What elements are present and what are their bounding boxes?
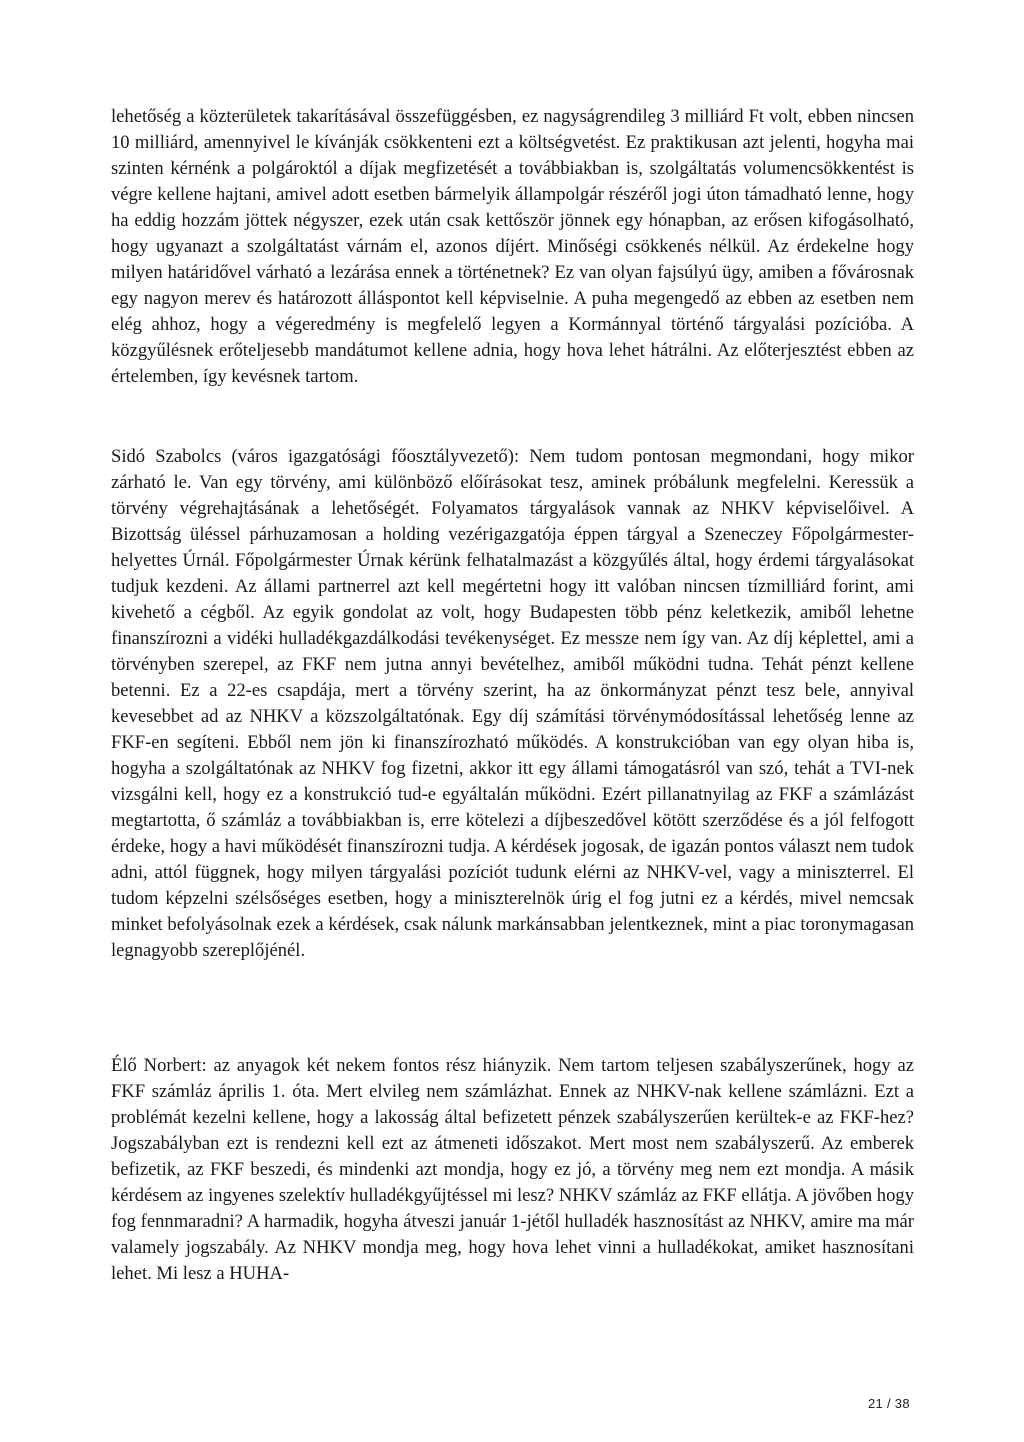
paragraph-text: Sidó Szabolcs (város igazgatósági főosztályvezető): Nem tudom pontosan megmondani, hogy mikor zárható le. Van egy törvény, ami különböző előírásokat tesz, aminek próbálunk megfelelni. Keressük a törvény végrehajtásának a lehetőségét. Folyamatos tárgyalások vannak az NHKV képviselőivel. A Bizottság üléssel párhuzamosan a holding vezérigazgatója éppen tárgyal a Szeneczey Főpolgármester-helyettes Úrnál. Főpolgármester Úrnak kérünk felhatalmazást a közgyűlés által, hogy érdemi tárgyalásokat tudjuk kezdeni. Az állami partnerrel azt kell megértetni hogy itt valóban nincsen tízmilliárd forint, ami kivehető a cégből. Az egyik gondolat az volt, hogy Budapesten több pénz keletkezik, amiből lehetne finanszírozni a vidéki hulladékgazdálkodási tevékenységet. Ez messze nem így van. Az díj képlettel, ami a törvényben szerepel, az FKF nem jutna annyi bevételhez, amiből működni tudna. Tehát pénzt kellene betenni. Ez a 22-es csapdája, mert a törvény szerint, ha az önkormányzat pénzt tesz bele, annyival kevesebbet ad az NHKV a közszolgáltatónak. Egy díj számítási törvénymódosítással lehetőség lenne az FKF-en segíteni. Ebből nem jön ki finanszírozható működés. A konstrukcióban van egy olyan hiba is, hogyha a szolgáltatónak az NHKV fog fizetni, akkor itt egy állami támogatásról van szó, tehát a TVI-nek vizsgálni kell, hogy ez a konstrukció tud-e egyáltalán működni. Ezért pillanatnyilag az FKF a számlázást megtartotta, ő számláz a továbbiakban is, erre kötelezi a díjbeszedővel kötött szerződése és a jól felfogott érdeke, hogy a havi működését finanszírozni tudja. A kérdések jogosak, de igazán pontos választ nem tudok adni, attól függnek, hogy milyen tárgyalási pozíciót tudunk elérni az NHKV-vel, vagy a miniszterrel. El tudom képzelni szélsőséges esetben, hogy a miniszterelnök úrig el fog jutni ez a kérdés, mivel nemcsak minket befolyásolnak ezek a kérdések, csak nálunk markánsabban jelentkeznek, mint a piac toronymagasan legnagyobb szereplőjénél. [111,446,914,961]
page-number: 21 / 38 [868,1396,910,1411]
body-paragraph-2 [111,444,914,964]
body-paragraph-3 [111,1053,914,1287]
body-paragraph-1 [111,104,914,390]
paragraph-text: Élő Norbert: az anyagok két nekem fontos rész hiányzik. Nem tartom teljesen szabályszerűnek, hogy az FKF számláz április 1. óta. Mert elvileg nem számlázhat. Ennek az NHKV-nak kellene számlázni. Ezt a problémát kezelni kellene, hogy a lakosság által befizetett pénzek szabályszerűen kerültek-e az FKF-hez? Jogszabályban ezt is rendezni kell ezt az átmeneti időszakot. Mert most nem szabályszerű. Az emberek befizetik, az FKF beszedi, és mindenki azt mondja, hogy ez jó, a törvény meg nem ezt mondja. A másik kérdésem az ingyenes szelektív hulladékgyűjtéssel mi lesz? NHKV számláz az FKF ellátja. A jövőben hogy fog fennmaradni? A harmadik, hogyha átveszi január 1-jétől hulladék hasznosítást az NHKV, amire ma már valamely jogszabály. Az NHKV mondja meg, hogy hova lehet vinni a hulladékokat, amiket hasznosítani lehet. Mi lesz a HUHA- [111,1055,914,1284]
paragraph-text: lehetőség a közterületek takarításával összefüggésben, ez nagyságrendileg 3 milliárd Ft volt, ebben nincsen 10 milliárd, amennyivel le kívánják csökkenteni ezt a költségvetést. Ez praktikusan azt jelenti, hogyha mai szinten kérnénk a polgároktól a díjak megfizetését a továbbiakban is, szolgáltatás volumencsökkentést is végre kellene hajtani, amivel adott esetben bármelyik állampolgár részéről jogi úton támadható lenne, hogy ha eddig hozzám jöttek négyszer, ezek után csak kettőször jönnek egy hónapban, az erősen kifogásolható, hogy ugyanazt a szolgáltatást várnám el, azonos díjért. Minőségi csökkenés nélkül. Az érdekelne hogy milyen határidővel várható a lezárása ennek a történetnek? Ez van olyan fajsúlyú ügy, amiben a fővárosnak egy nagyon merev és határozott álláspontot kell képviselnie. A puha megengedő az ebben az esetben nem elég ahhoz, hogy a végeredmény is megfelelő legyen a Kormánnyal történő tárgyalási pozícióba. A közgyűlésnek erőteljesebb mandátumot kellene adnia, hogy hova lehet hátrálni. Az előterjesztést ebben az értelemben, így kevésnek tartom. [111,106,914,387]
